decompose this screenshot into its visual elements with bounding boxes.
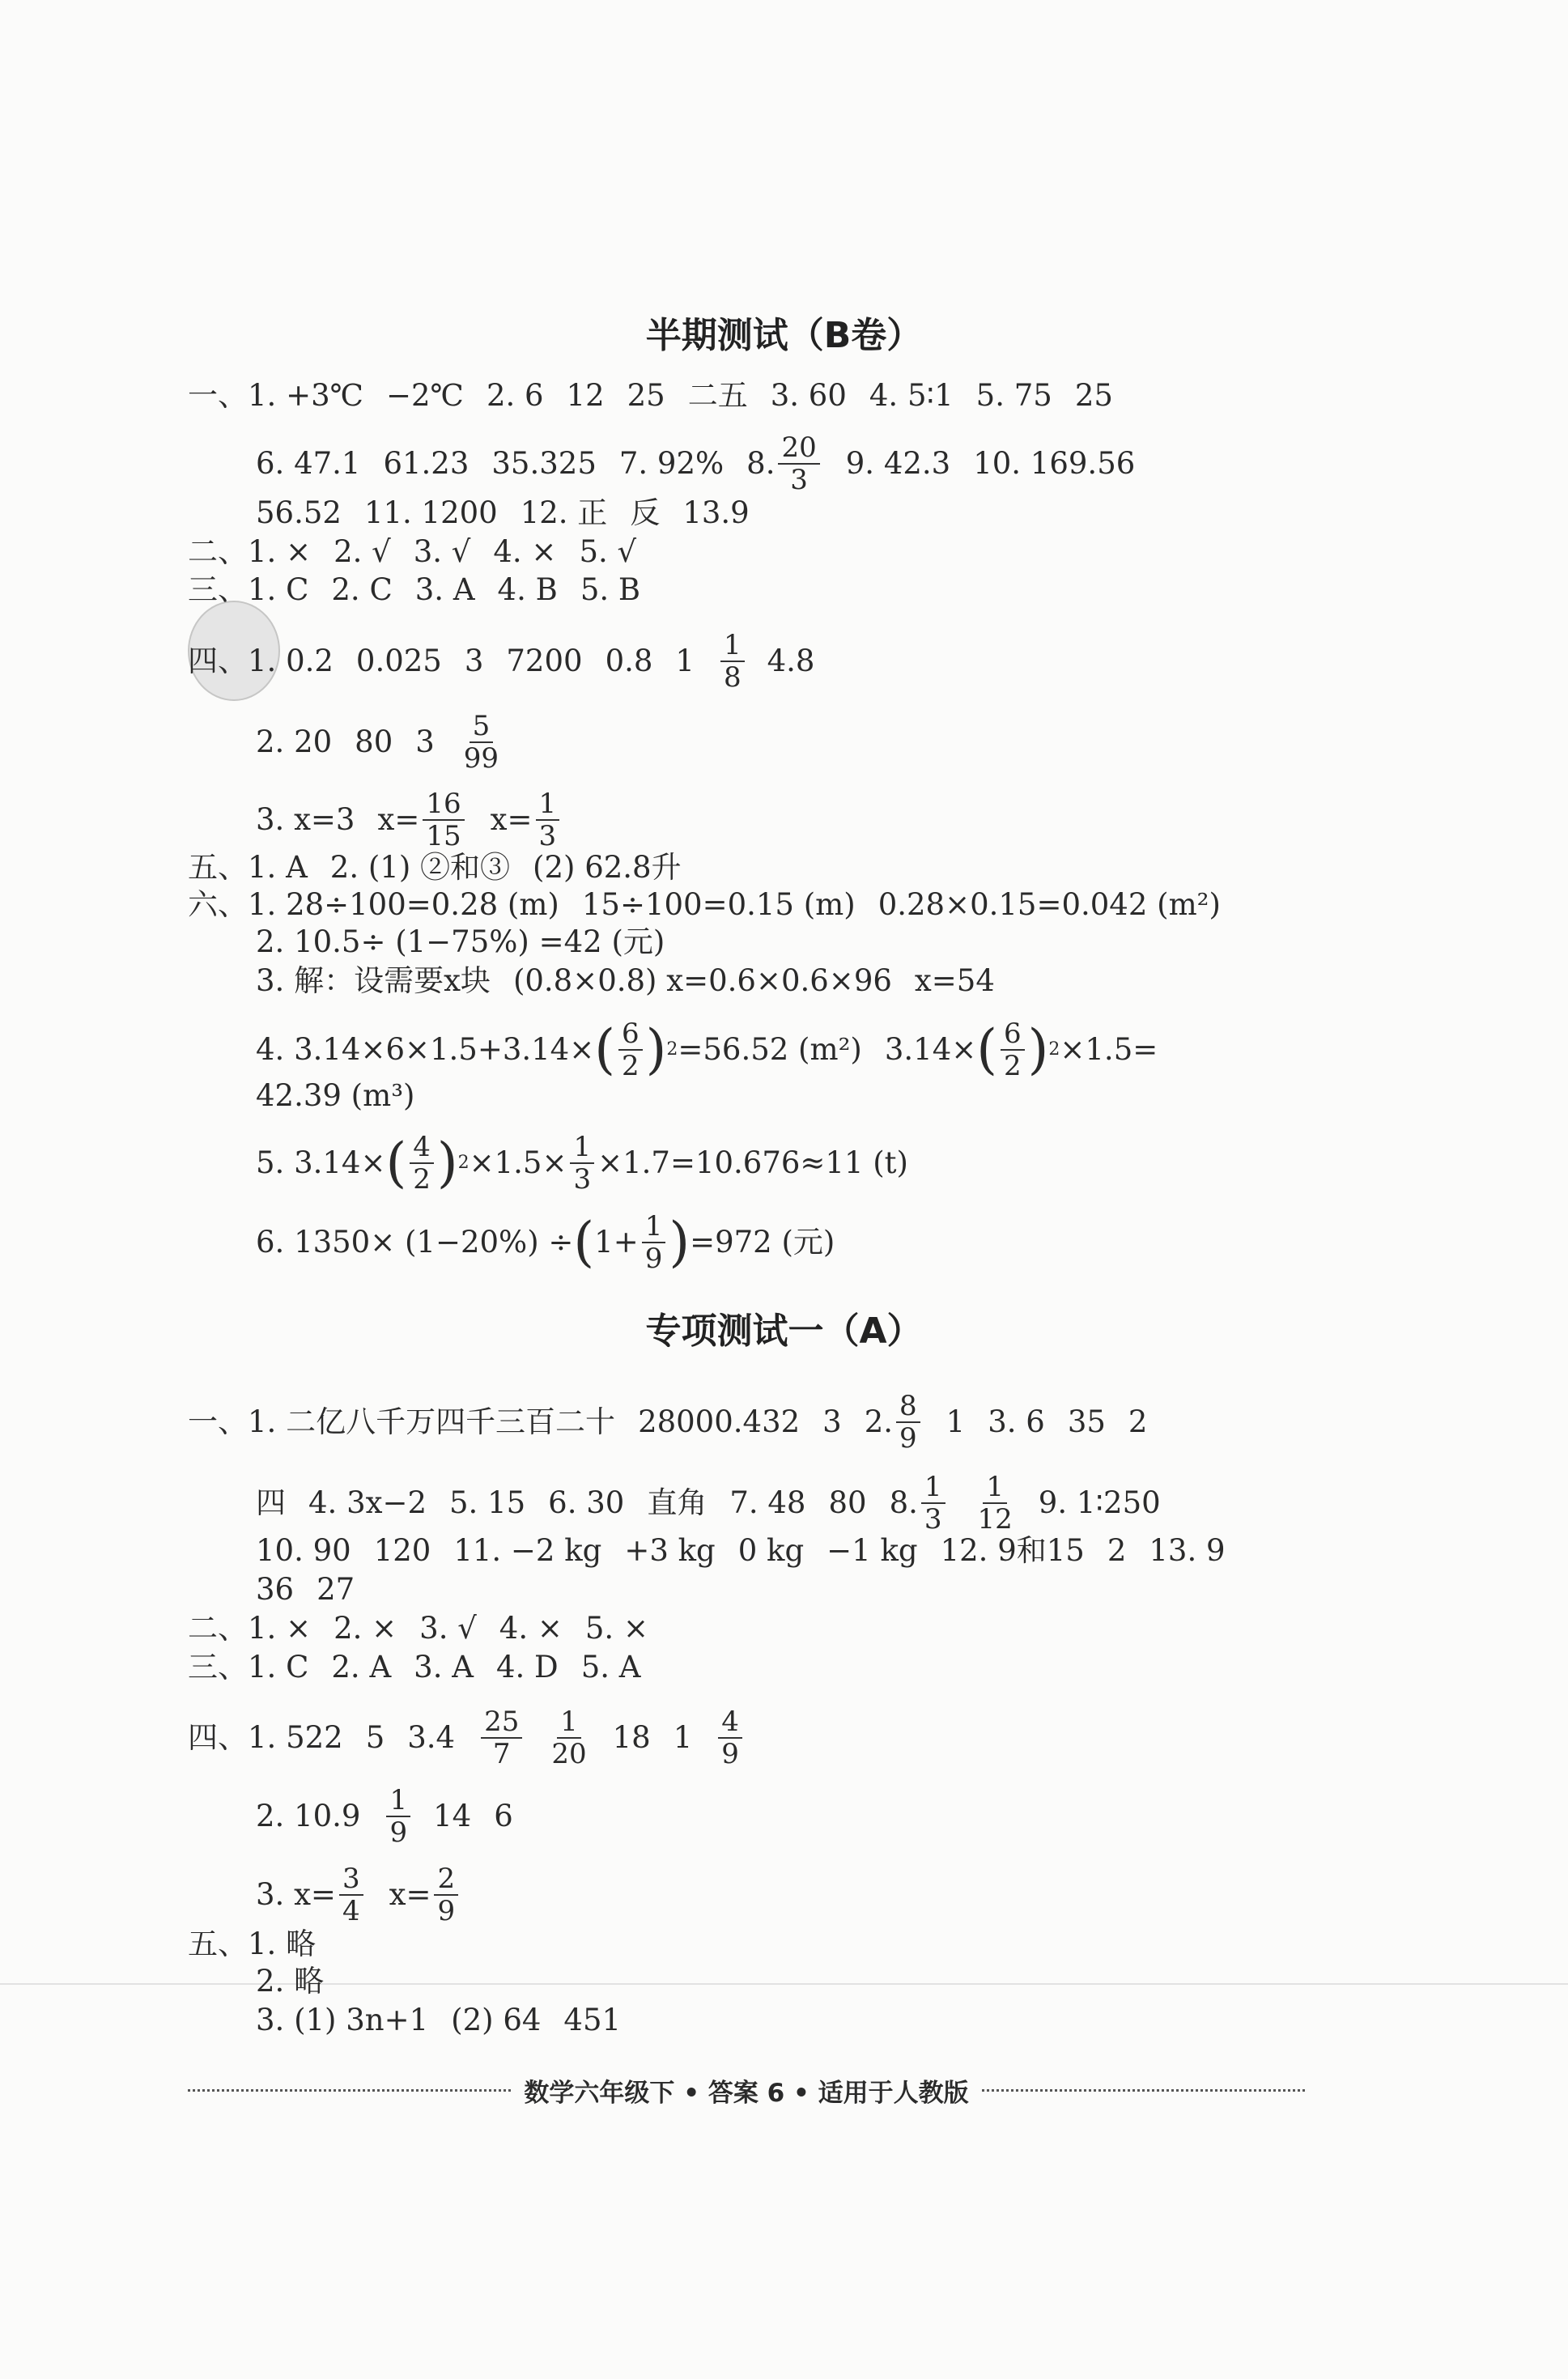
fraction: $\frac{1}{8}$ bbox=[720, 630, 745, 693]
answer-item: 12. 9和15 bbox=[940, 1533, 1085, 1568]
fraction: $\frac{8}{9}$ bbox=[896, 1391, 920, 1454]
answer-item: 3. √ bbox=[419, 1611, 477, 1646]
s2-line-11 bbox=[256, 1962, 346, 2001]
answer-item: x= $\frac{1}{3}$ bbox=[491, 788, 563, 852]
answer-item: 四、1. 522 bbox=[188, 1720, 343, 1755]
s2-line-7 bbox=[188, 1706, 765, 1769]
answer-item: 36 bbox=[256, 1572, 295, 1607]
answer-item: 25 bbox=[1074, 378, 1113, 413]
answer-item: 4. × bbox=[499, 1611, 563, 1646]
answer-item: 四、1. 0.2 bbox=[188, 644, 334, 678]
answer-item: 2. 20 bbox=[256, 724, 333, 759]
fraction: $\frac{1}{12}$ bbox=[977, 1471, 1013, 1536]
answer-item: 4. D bbox=[495, 1650, 559, 1684]
answer-item: 三、1. C bbox=[188, 1650, 309, 1684]
answer-item: 二五 bbox=[687, 378, 748, 413]
s2-line-6 bbox=[188, 1648, 664, 1687]
answer-item: 8. $\frac{1}{3}$ bbox=[890, 1472, 949, 1535]
answer-item: 2. 略 bbox=[256, 1964, 325, 1999]
s1-line-9 bbox=[188, 848, 704, 887]
fraction: $\frac{16}{15}$ bbox=[423, 788, 464, 852]
answer-item: 2. √ bbox=[334, 534, 391, 569]
s1-line-12 bbox=[256, 962, 1018, 1000]
answer-item: 2. (1) ②和③ bbox=[329, 850, 511, 885]
answer-item: 6. 1350× (1−20%) ÷ ( 1+ $\frac{1}{9}$ ) =972 (元) bbox=[256, 1210, 835, 1275]
s2-line-2 bbox=[256, 1472, 1183, 1535]
answer-item: 一、1. +3℃ bbox=[188, 378, 363, 413]
answer-item: 35 bbox=[1067, 1404, 1106, 1439]
answer-item: 一、1. 二亿八千万四千三百二十 bbox=[188, 1404, 616, 1439]
answer-item: 3. x=3 bbox=[256, 802, 355, 837]
s2-line-10 bbox=[188, 1925, 338, 1964]
fraction: $\frac{3}{4}$ bbox=[339, 1863, 363, 1927]
fraction: $\frac{5}{99}$ bbox=[463, 710, 499, 775]
answer-item: 2. 10.9 bbox=[256, 1799, 361, 1833]
s2-line-5 bbox=[188, 1609, 671, 1648]
answer-item: 三、1. C bbox=[188, 572, 309, 607]
answer-item: 五、1. 略 bbox=[188, 1927, 317, 1961]
answer-item: 2 bbox=[1128, 1404, 1148, 1439]
answer-item: 3 bbox=[822, 1404, 842, 1439]
answer-item: 11. 1200 bbox=[363, 495, 498, 530]
answer-item: 2. × bbox=[334, 1611, 397, 1646]
answer-item: x=54 bbox=[914, 963, 995, 998]
answer-item: 0.8 bbox=[605, 644, 653, 678]
answer-item: 451 bbox=[563, 2003, 622, 2037]
answer-item: 3 bbox=[464, 644, 484, 678]
answer-item: 5. × bbox=[584, 1611, 648, 1646]
answer-item: 25 bbox=[627, 378, 665, 413]
footer-divider-left bbox=[188, 2089, 511, 2092]
answer-item: 10. 169.56 bbox=[973, 446, 1136, 481]
answer-item: 五、1. A bbox=[188, 850, 308, 885]
s1-line-10 bbox=[188, 886, 1243, 924]
answer-item: 27 bbox=[317, 1572, 355, 1607]
answer-item: 15÷100=0.15 (m) bbox=[581, 887, 856, 922]
answer-item: 二、1. × bbox=[188, 534, 312, 569]
fraction: $\frac{20}{3}$ bbox=[778, 432, 819, 495]
answer-item: 10. 90 bbox=[256, 1533, 351, 1568]
answer-item: 28000.432 bbox=[638, 1404, 801, 1439]
answer-item: 80 bbox=[828, 1485, 867, 1520]
fraction: $\frac{1}{9}$ bbox=[386, 1785, 410, 1848]
answer-item: 2. A bbox=[331, 1650, 392, 1684]
fraction: $\frac{25}{7}$ bbox=[481, 1706, 522, 1769]
answer-item: 5 bbox=[365, 1720, 385, 1755]
fraction: $\frac{1}{9}$ bbox=[642, 1211, 666, 1274]
answer-item: 7200 bbox=[506, 644, 583, 678]
s1-line-13 bbox=[256, 1018, 1180, 1081]
answer-item: 3. √ bbox=[413, 534, 471, 569]
s2-line-8 bbox=[256, 1785, 536, 1848]
answer-item: x= $\frac{16}{15}$ bbox=[377, 788, 467, 852]
footer-divider-right bbox=[982, 2089, 1305, 2092]
s1-line-15 bbox=[256, 1132, 931, 1195]
answer-item: 5. √ bbox=[579, 534, 637, 569]
answer-item: −2℃ bbox=[386, 378, 464, 413]
answer-item: 0.28×0.15=0.042 (m²) bbox=[877, 887, 1221, 922]
answer-item: 1 bbox=[945, 1404, 966, 1439]
s1-line-3 bbox=[256, 494, 772, 533]
answer-item: 61.23 bbox=[383, 446, 470, 481]
s2-line-3 bbox=[256, 1531, 1248, 1570]
fraction: $\frac{1}{3}$ bbox=[570, 1132, 594, 1195]
s2-line-12 bbox=[256, 2001, 644, 2040]
answer-item: 3. A bbox=[414, 572, 475, 607]
fraction: $\frac{1}{3}$ bbox=[536, 788, 560, 852]
answer-item: 6 bbox=[494, 1799, 513, 1833]
answer-item: 2 bbox=[1107, 1533, 1127, 1568]
answer-item: 120 bbox=[373, 1533, 431, 1568]
answer-item: 2. 10.5÷ (1−75%) =42 (元) bbox=[256, 924, 665, 959]
answer-item: 13.9 bbox=[682, 495, 750, 530]
fraction: $\frac{2}{9}$ bbox=[434, 1863, 458, 1927]
answer-item: 4. B bbox=[497, 572, 558, 607]
answer-item: 6. 30 bbox=[548, 1485, 625, 1520]
answer-item: 35.325 bbox=[491, 446, 597, 481]
answer-item: 反 bbox=[630, 495, 661, 530]
fraction: $\frac{6}{2}$ bbox=[1001, 1018, 1025, 1081]
answer-item: 3.4 bbox=[407, 1720, 456, 1755]
answer-item: 9. 1∶250 bbox=[1038, 1485, 1161, 1520]
answer-item: 13. 9 bbox=[1149, 1533, 1226, 1568]
answer-item: 12 bbox=[566, 378, 605, 413]
answer-item: 0.025 bbox=[355, 644, 442, 678]
s1-line-1 bbox=[188, 376, 1136, 415]
s1-line-2 bbox=[256, 432, 1158, 495]
fraction: $\frac{6}{2}$ bbox=[618, 1018, 643, 1081]
s1-line-4 bbox=[188, 533, 659, 571]
fraction: $\frac{1}{3}$ bbox=[921, 1472, 945, 1535]
answer-item: 3. (1) 3n+1 bbox=[256, 2003, 429, 2037]
answer-item: 3 bbox=[415, 724, 435, 759]
s2-line-9 bbox=[256, 1863, 484, 1927]
answer-item: 2. $\frac{8}{9}$ bbox=[865, 1391, 924, 1454]
answer-item: 7. 48 bbox=[729, 1485, 806, 1520]
answer-item: 二、1. × bbox=[188, 1611, 312, 1646]
s1-line-7 bbox=[256, 711, 525, 774]
answer-item: 4. 3x−2 bbox=[308, 1485, 427, 1520]
answer-item: −1 kg bbox=[826, 1533, 918, 1568]
answer-item: 直角 bbox=[647, 1485, 708, 1520]
answer-item: 3. 60 bbox=[770, 378, 847, 413]
fraction: $\frac{4}{2}$ bbox=[410, 1132, 434, 1195]
answer-item: 5. 75 bbox=[975, 378, 1052, 413]
answer-item: (0.8×0.8) x=0.6×0.6×96 bbox=[512, 963, 892, 998]
answer-item: 1 bbox=[673, 1720, 693, 1755]
answer-item: 9. 42.3 bbox=[845, 446, 951, 481]
answer-item: 4. × bbox=[493, 534, 557, 569]
answer-item: 4. 3.14×6×1.5+3.14× ( $\frac{6}{2}$ ) 2 =56.52 (m²) bbox=[256, 1017, 862, 1082]
answer-item: 六、1. 28÷100=0.28 (m) bbox=[188, 887, 559, 922]
answer-item: 18 bbox=[612, 1720, 651, 1755]
footer-text: 数学六年级下 • 答案 6 • 适用于人教版 bbox=[524, 2079, 969, 2108]
answer-item-8: 8. $\frac{20}{3}$ bbox=[746, 432, 823, 495]
answer-item: 12. 正 bbox=[520, 495, 608, 530]
answer-item: 80 bbox=[355, 724, 393, 759]
s1-line-5 bbox=[188, 571, 663, 610]
fraction: $\frac{1}{20}$ bbox=[551, 1706, 587, 1770]
answer-item: 四 bbox=[256, 1485, 286, 1520]
answer-item: 3. 6 bbox=[988, 1404, 1045, 1439]
scan-fold-line bbox=[0, 1983, 1568, 1985]
answer-item: 3.14× ( $\frac{6}{2}$ ) 2 ×1.5= bbox=[884, 1017, 1158, 1082]
answer-item: +3 kg bbox=[624, 1533, 716, 1568]
answer-item: 14 bbox=[433, 1799, 472, 1833]
answer-item: 2. C bbox=[331, 572, 393, 607]
answer-item: 3. A bbox=[414, 1650, 474, 1684]
answer-item: 3. x= $\frac{3}{4}$ bbox=[256, 1863, 367, 1927]
answer-item: 11. −2 kg bbox=[453, 1533, 602, 1568]
answer-item: 5. A bbox=[580, 1650, 641, 1684]
fraction: $\frac{4}{9}$ bbox=[718, 1706, 742, 1769]
answer-item: 5. 15 bbox=[449, 1485, 526, 1520]
section-title-midterm-b: 半期测试（B卷） bbox=[645, 315, 923, 356]
s2-line-4 bbox=[256, 1570, 377, 1609]
s1-line-6 bbox=[188, 630, 837, 693]
answer-item: 56.52 bbox=[256, 495, 342, 530]
answer-item: (2) 62.8升 bbox=[533, 850, 682, 885]
answer-item: 42.39 (m³) bbox=[256, 1078, 415, 1113]
answer-item: 4. 5∶1 bbox=[869, 378, 954, 413]
section-title-topic-test-1a: 专项测试一（A） bbox=[645, 1311, 923, 1352]
answer-item: 2. 6 bbox=[486, 378, 544, 413]
answer-item: 1 bbox=[675, 644, 695, 678]
answer-item: 5. B bbox=[580, 572, 641, 607]
s1-line-14 bbox=[256, 1077, 437, 1115]
page-footer bbox=[188, 2072, 1305, 2109]
answer-item: 6. 47.1 bbox=[256, 446, 361, 481]
answer-item: x= $\frac{2}{9}$ bbox=[389, 1863, 462, 1927]
answer-item: 5. 3.14× ( $\frac{4}{2}$ ) 2 ×1.5× $\frac{1}{3}$ ×1.7=10.676≈11 (t) bbox=[256, 1131, 908, 1196]
answer-item: 0 kg bbox=[737, 1533, 805, 1568]
answer-item: (2) 64 bbox=[451, 2003, 542, 2037]
answer-item: 4.8 bbox=[767, 644, 815, 678]
s2-line-1 bbox=[188, 1391, 1170, 1454]
s1-line-11 bbox=[256, 923, 687, 962]
answer-item: 3. 解：设需要x块 bbox=[256, 963, 491, 998]
answer-item: 7. 92% bbox=[618, 446, 725, 481]
s1-line-16 bbox=[256, 1211, 857, 1274]
s1-line-8 bbox=[256, 788, 585, 852]
